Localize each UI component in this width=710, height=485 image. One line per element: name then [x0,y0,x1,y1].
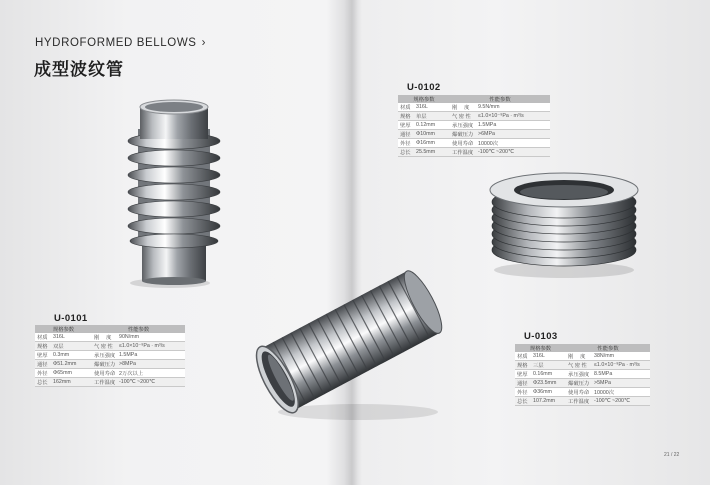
spec-key: 壁厚 [35,351,51,360]
spec-value: 单层 [414,112,450,121]
spec-value: 三层 [531,361,566,370]
spec-table-header [515,344,650,352]
spec-header-right: 性能参数 [450,95,550,103]
perf-key: 使用寿命 [566,388,592,397]
spec-row [515,379,650,388]
perf-value: 10000次 [592,388,650,397]
perf-value: -100℃ ~200℃ [592,397,650,406]
model-label-u0102: U-0102 [407,82,441,93]
perf-key: 爆破压力 [450,130,476,139]
spec-key: 总长 [515,397,531,406]
spec-value: 107.2mm [531,397,566,406]
spec-value: Φ36mm [531,388,566,397]
perf-key: 承压强度 [450,121,476,130]
spec-row [398,148,550,157]
spec-row [515,352,650,361]
spec-value: 316L [51,333,92,342]
perf-key: 承压强度 [566,370,592,379]
perf-value: 8.5MPa [592,370,650,379]
spec-table-u0103 [515,344,650,406]
perf-key: 工作温度 [566,397,592,406]
spec-row [515,397,650,406]
spec-row [398,103,550,112]
spec-row [35,333,185,342]
spec-key: 外径 [515,388,531,397]
spec-value: 316L [414,103,450,112]
spec-header-right: 性能参数 [92,325,185,333]
perf-key: 刚 度 [450,103,476,112]
spec-row [35,369,185,378]
bellows-u0101-image [118,95,228,290]
perf-key: 使用寿命 [450,139,476,148]
spec-value: Φ65mm [51,369,92,378]
perf-value: >5MPa [592,379,650,388]
spec-header-right: 性能参数 [566,344,650,352]
spec-table-u0102 [398,95,550,157]
spec-key: 外径 [398,139,414,148]
perf-value: 9.5N/mm [476,103,550,112]
spec-key: 材质 [515,352,531,361]
spec-row [398,130,550,139]
spec-key: 规格 [515,361,531,370]
spec-table-header [398,95,550,103]
spec-table-header [35,325,185,333]
perf-key: 承压强度 [92,351,117,360]
spec-row [35,378,185,387]
spec-value: 162mm [51,378,92,387]
section-title-cn: 成型波纹管 [34,60,124,79]
spec-row [515,361,650,370]
spec-value: 316L [531,352,566,361]
perf-key: 爆破压力 [566,379,592,388]
spec-value: Φ23.5mm [531,379,566,388]
spec-key: 规格 [398,112,414,121]
section-title-text: HYDROFORMED BELLOWS [35,37,197,49]
perf-value: ≤1.0×10⁻⁹Pa · m³/s [592,361,650,370]
perf-value: -100℃ ~200℃ [476,148,550,157]
spec-row [35,360,185,369]
chevron-right-icon: › [201,37,206,49]
model-label-u0103: U-0103 [524,331,558,342]
spec-header-left: 规格参数 [398,95,450,103]
spec-row [35,342,185,351]
spec-header-left: 规格参数 [515,344,566,352]
spec-key: 通径 [35,360,51,369]
perf-value: -100℃ ~200℃ [117,378,185,387]
spec-key: 总长 [398,148,414,157]
spec-key: 通径 [515,379,531,388]
bellows-long-image [248,262,448,422]
perf-value: 38N/mm [592,352,650,361]
spec-key: 材质 [35,333,51,342]
spec-key: 壁厚 [398,121,414,130]
spec-key: 外径 [35,369,51,378]
spec-value: 0.12mm [414,121,450,130]
bellows-u0103-image [484,168,644,280]
spec-value: Φ16mm [414,139,450,148]
spec-value: 双层 [51,342,92,351]
spec-row [35,351,185,360]
spec-key: 通径 [398,130,414,139]
perf-value: >8MPa [117,360,185,369]
perf-key: 气 密 性 [450,112,476,121]
perf-key: 工作温度 [92,378,117,387]
model-label-u0101: U-0101 [54,313,88,324]
spec-table-u0101 [35,325,185,387]
spec-key: 壁厚 [515,370,531,379]
spec-value: 0.16mm [531,370,566,379]
perf-value: 90N/mm [117,333,185,342]
spec-key: 材质 [398,103,414,112]
perf-value: 1.5MPa [476,121,550,130]
perf-key: 工作温度 [450,148,476,157]
spec-header-left: 规格参数 [35,325,92,333]
spec-key: 总长 [35,378,51,387]
perf-key: 气 密 性 [92,342,117,351]
perf-key: 气 密 性 [566,361,592,370]
section-title-en [35,37,206,49]
spec-value: 25.5mm [414,148,450,157]
perf-value: ≤1.0×10⁻⁹Pa · m³/s [476,112,550,121]
spec-row [515,388,650,397]
spec-row [398,139,550,148]
perf-key: 使用寿命 [92,369,117,378]
perf-key: 刚 度 [92,333,117,342]
spec-row [398,112,550,121]
perf-value: 10000次 [476,139,550,148]
spec-key: 规格 [35,342,51,351]
perf-key: 爆破压力 [92,360,117,369]
perf-value: >6MPa [476,130,550,139]
perf-value: ≤1.0×10⁻⁹Pa · m³/s [117,342,185,351]
page-numbers: 21 / 22 [664,452,680,458]
spec-row [515,370,650,379]
spec-value: Φ51.2mm [51,360,92,369]
spec-row [398,121,550,130]
spec-value: 0.3mm [51,351,92,360]
perf-key: 刚 度 [566,352,592,361]
perf-value: 1.5MPa [117,351,185,360]
spec-value: Φ10mm [414,130,450,139]
perf-value: 2万次以上 [117,369,185,378]
